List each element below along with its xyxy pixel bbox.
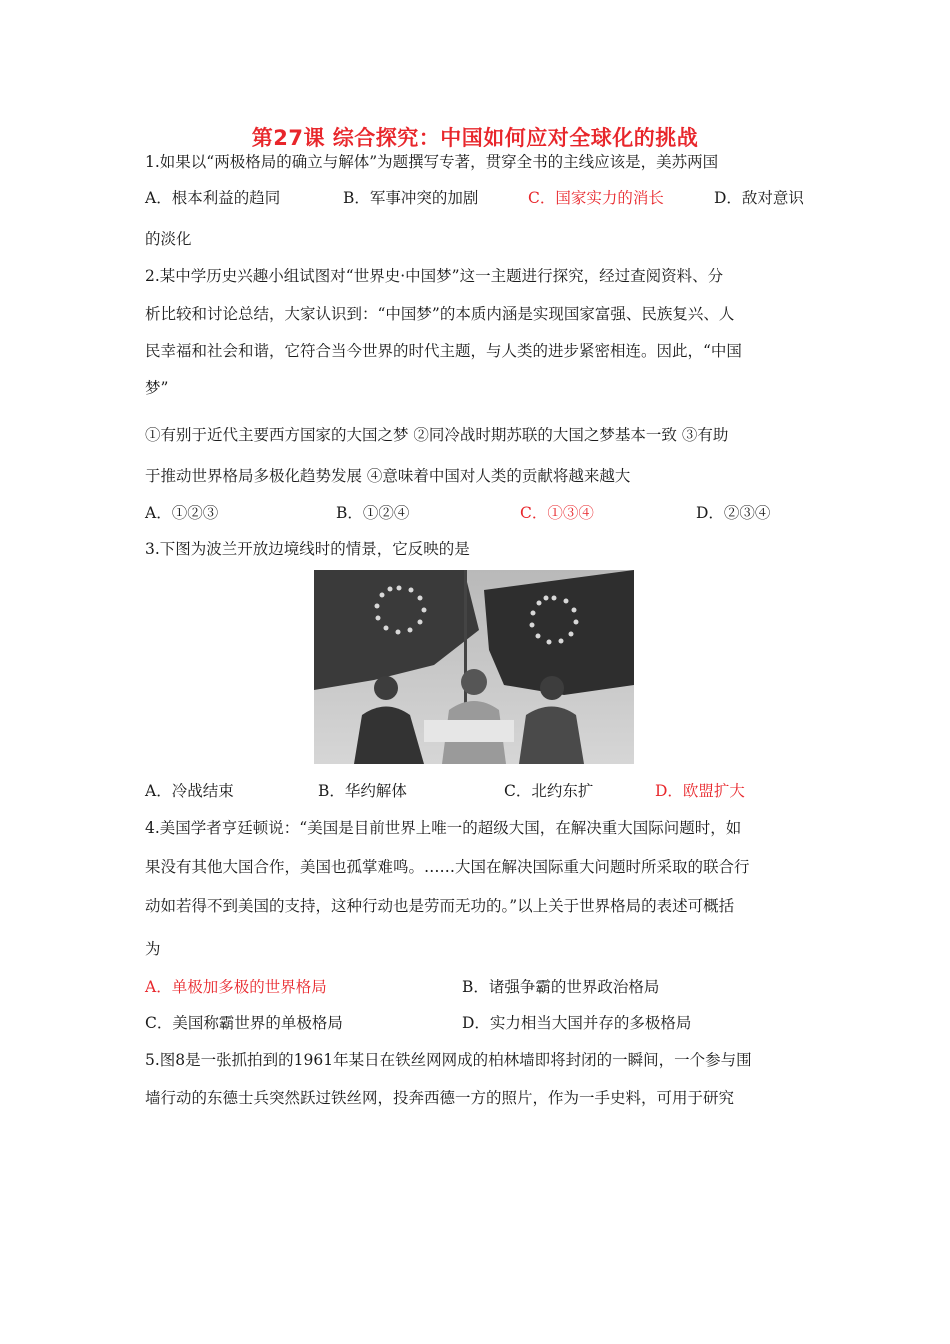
- q3-option-b: B．华约解体: [318, 782, 407, 800]
- page-title: 第27课 综合探究：中国如何应对全球化的挑战: [251, 126, 699, 150]
- q1-option-a: A．根本利益的趋同: [145, 189, 281, 207]
- q2-stem-line-1: 2.某中学历史兴趣小组试图对“世界史·中国梦”这一主题进行探究，经过查阅资料、分: [145, 267, 724, 285]
- q1-option-d-continued: 的淡化: [145, 230, 192, 248]
- q1-option-d: D．敌对意识: [714, 189, 804, 207]
- q4-stem-line-1: 4.美国学者亨廷顿说：“美国是目前世界上唯一的超级大国，在解决重大国际问题时，如: [145, 819, 742, 837]
- right-eu-flag: [484, 570, 634, 695]
- q3-option-a: A．冷战结束: [145, 782, 234, 800]
- q2-option-c-answer: C．①③④: [520, 504, 594, 522]
- photo-illustration: [314, 570, 634, 764]
- q4-option-c: C．美国称霸世界的单极格局: [145, 1014, 343, 1032]
- q2-stem-line-2: 析比较和讨论总结，大家认识到：“中国梦”的本质内涵是实现国家富强、民族复兴、人: [145, 305, 735, 323]
- q3-option-d-answer: D．欧盟扩大: [655, 782, 745, 800]
- q1-stem: 1.如果以“两极格局的确立与解体”为题撰写专著，贯穿全书的主线应该是，美苏两国: [145, 153, 719, 171]
- q2-stem-line-3: 民幸福和社会和谐，它符合当今世界的时代主题，与人类的进步紧密相连。因此，“中国: [145, 342, 742, 360]
- q4-option-a-answer: A．单极加多极的世界格局: [145, 978, 327, 996]
- q2-stem-line-4: 梦”: [145, 379, 169, 397]
- q4-stem-line-4: 为: [145, 940, 161, 958]
- q2-option-a: A．①②③: [145, 504, 219, 522]
- q3-option-c: C．北约东扩: [504, 782, 594, 800]
- q2-statements-line-1: ①有别于近代主要西方国家的大国之梦 ②同冷战时期苏联的大国之梦基本一致 ③有助: [145, 426, 729, 444]
- q3-stem: 3.下图为波兰开放边境线时的情景，它反映的是: [145, 540, 470, 558]
- q4-stem-line-2: 果没有其他大国合作，美国也孤掌难鸣。……大国在解决国际重大问题时所采取的联合行: [145, 858, 750, 876]
- q4-option-b: B．诸强争霸的世界政治格局: [462, 978, 660, 996]
- people-silhouettes: [354, 669, 584, 764]
- q4-stem-line-3: 动如若得不到美国的支持，这种行动也是劳而无功的。”以上关于世界格局的表述可概括: [145, 897, 735, 915]
- q2-option-d: D．②③④: [696, 504, 771, 522]
- q2-statements-line-2: 于推动世界格局多极化趋势发展 ④意味着中国对人类的贡献将越来越大: [145, 467, 631, 485]
- eu-flags-border-photo: [314, 570, 634, 764]
- q1-option-c-answer: C．国家实力的消长: [528, 189, 664, 207]
- q5-stem-line-1: 5.图8是一张抓拍到的1961年某日在铁丝网网成的柏林墙即将封闭的一瞬间，一个参与围: [145, 1051, 752, 1069]
- q4-option-d: D．实力相当大国并存的多极格局: [462, 1014, 692, 1032]
- q5-stem-line-2: 墙行动的东德士兵突然跃过铁丝网，投奔西德一方的照片，作为一手史料，可用于研究: [145, 1089, 735, 1107]
- q2-option-b: B．①②④: [336, 504, 410, 522]
- q1-option-b: B．军事冲突的加剧: [343, 189, 479, 207]
